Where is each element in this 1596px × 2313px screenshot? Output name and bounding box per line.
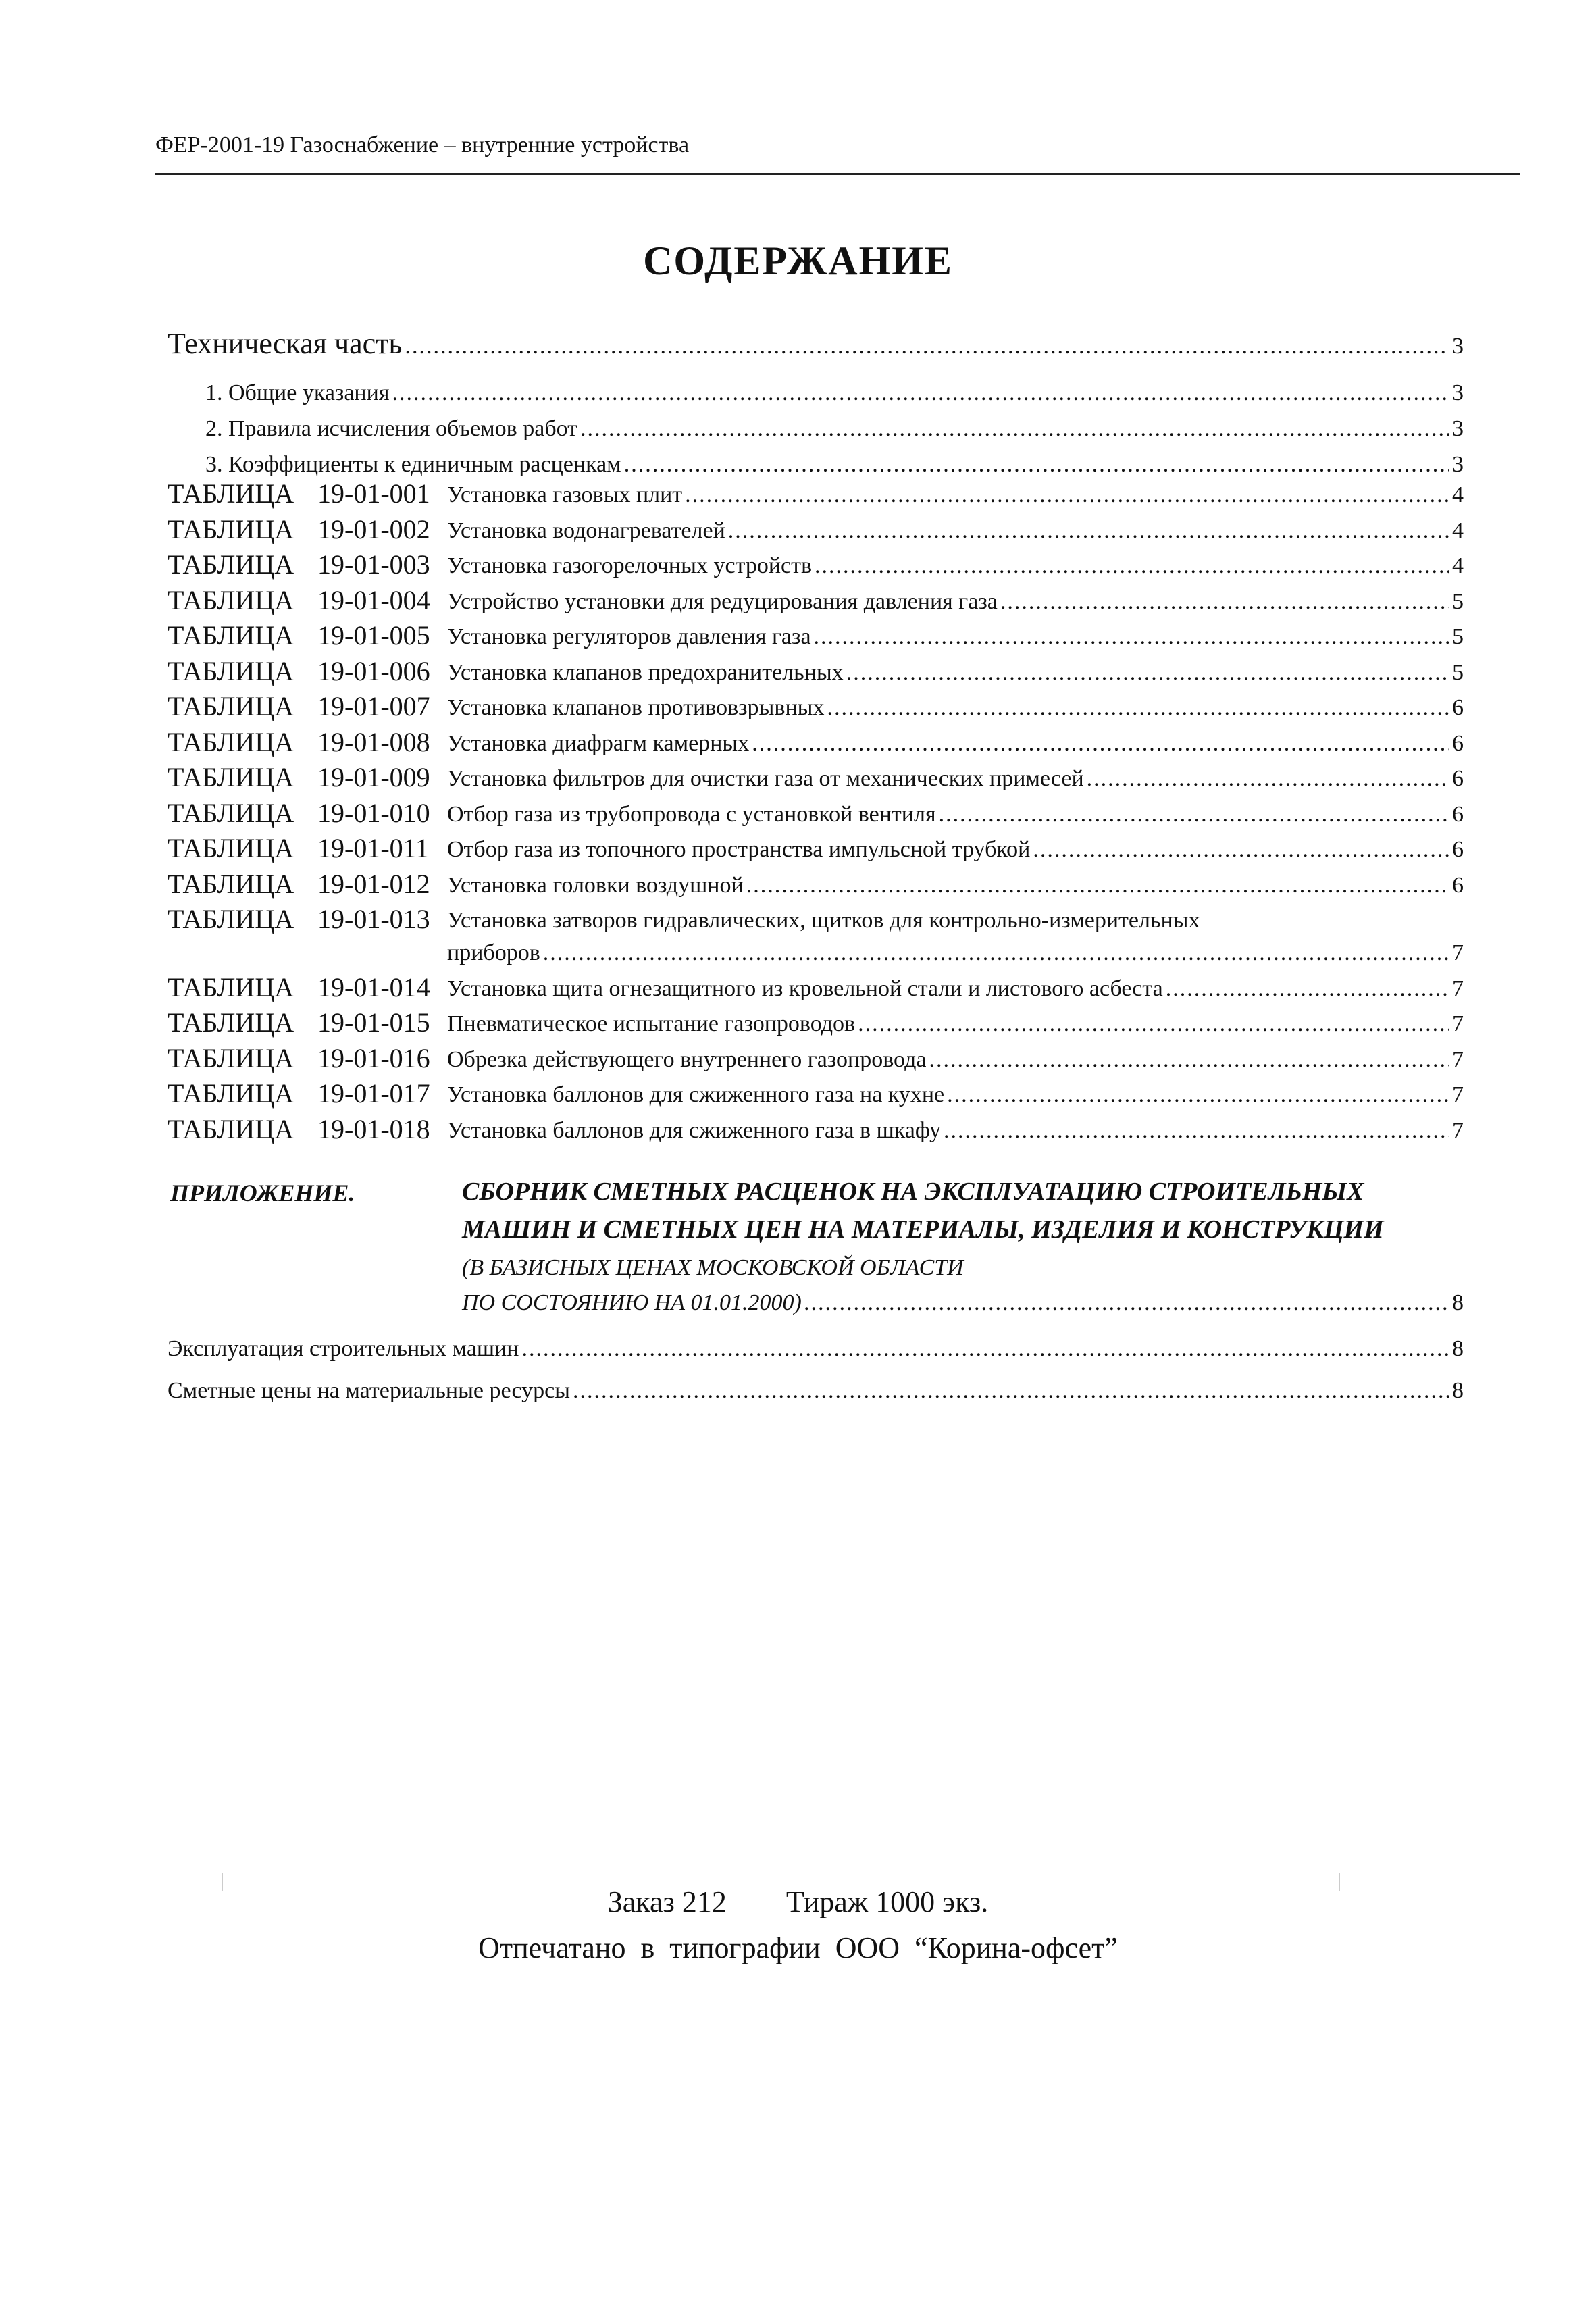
table-title: Обрезка действующего внутреннего газопровода <box>447 1047 927 1072</box>
table-title: Установка фильтров для очистки газа от механических примесей <box>447 766 1084 791</box>
toc-entry-table[interactable] <box>0 866 1596 904</box>
toc-page-number: 4 <box>1452 553 1464 578</box>
toc-page-number: 6 <box>1452 766 1464 791</box>
table-title: Установка диафрагм камерных <box>447 731 750 756</box>
table-title: Установка головки воздушной <box>447 873 744 898</box>
table-label: ТАБЛИЦА <box>168 514 294 544</box>
toc-entry-label: Эксплуатация строительных машин <box>168 1336 519 1361</box>
table-code: 19-01-003 <box>317 549 430 580</box>
table-code: 19-01-018 <box>317 1114 430 1144</box>
imprint-printer: Отпечатано в типографии ООО “Корина-офсет” <box>478 1931 1118 1964</box>
toc-page-number: 7 <box>1452 1118 1464 1143</box>
appendix-title-line-1: СБОРНИК СМЕТНЫХ РАСЦЕНОК НА ЭКСПЛУАТАЦИЮ СТРОИТЕЛЬНЫХ <box>462 1177 1364 1206</box>
toc-page-number: 6 <box>1452 802 1464 827</box>
table-label: ТАБЛИЦА <box>168 585 294 615</box>
table-label: ТАБЛИЦА <box>168 1078 294 1109</box>
toc-page-number: 5 <box>1452 624 1464 649</box>
table-title: Установка клапанов предохранительных <box>447 660 844 685</box>
table-title: Установка щита огнезащитного из кровельной стали и листового асбеста <box>447 976 1163 1001</box>
toc-page-number: 3 <box>1452 380 1464 405</box>
leader-dots <box>1033 837 1449 863</box>
toc-entry-table[interactable] <box>0 688 1596 726</box>
toc-page-number: 3 <box>1452 334 1464 359</box>
table-label: ТАБЛИЦА <box>168 904 294 934</box>
appendix-title-line-4: ПО СОСТОЯНИЮ НА 01.01.2000) <box>462 1290 802 1315</box>
table-title: Отбор газа из трубопровода с установкой вентиля <box>447 802 936 827</box>
page-title: СОДЕРЖАНИЕ <box>643 238 953 283</box>
leader-dots <box>522 1336 1450 1362</box>
header-divider <box>155 173 1520 175</box>
table-label: ТАБЛИЦА <box>168 1007 294 1038</box>
toc-entry-section[interactable] <box>0 440 1596 478</box>
table-code: 19-01-017 <box>317 1078 430 1109</box>
table-code: 19-01-007 <box>317 691 430 721</box>
table-label: ТАБЛИЦА <box>168 762 294 792</box>
toc-entry-table[interactable] <box>0 1005 1596 1042</box>
toc-entry-table[interactable] <box>0 617 1596 655</box>
appendix-title-line-3: (В БАЗИСНЫХ ЦЕНАХ МОСКОВСКОЙ ОБЛАСТИ <box>462 1255 964 1280</box>
toc-entry-appendix[interactable] <box>462 1290 1464 1316</box>
leader-dots <box>405 334 1450 359</box>
toc-entry-label: 1. Общие указания <box>205 380 390 405</box>
toc-entry-table[interactable] <box>0 511 1596 549</box>
table-label: ТАБЛИЦА <box>168 478 294 509</box>
table-code: 19-01-011 <box>317 833 430 863</box>
leader-dots <box>814 624 1449 650</box>
leader-dots <box>858 1011 1449 1037</box>
toc-entry-table-continuation[interactable] <box>0 934 1596 971</box>
leader-dots <box>815 553 1449 579</box>
toc-entry-table[interactable] <box>0 582 1596 620</box>
leader-dots <box>804 1290 1449 1316</box>
leader-dots <box>827 695 1450 721</box>
appendix-label: ПРИЛОЖЕНИЕ. <box>170 1179 355 1206</box>
toc-entry-label: Сметные цены на материальные ресурсы <box>168 1378 571 1403</box>
table-code: 19-01-010 <box>317 798 430 828</box>
leader-dots <box>624 452 1449 478</box>
toc-entry-label: Техническая часть <box>168 327 403 360</box>
toc-page-number: 7 <box>1452 1047 1464 1072</box>
toc-entry-label: 2. Правила исчисления объемов работ <box>205 416 578 441</box>
toc-entry-table[interactable] <box>0 830 1596 868</box>
leader-dots <box>573 1378 1449 1404</box>
table-title: Установка газогорелочных устройств <box>447 553 813 578</box>
leader-dots <box>1166 976 1449 1002</box>
toc-page-number: 8 <box>1452 1378 1464 1403</box>
appendix-title-line-2: МАШИН И СМЕТНЫХ ЦЕН НА МАТЕРИАЛЫ, ИЗДЕЛИЯ И КОНСТРУКЦИИ <box>462 1215 1384 1244</box>
leader-dots <box>580 416 1449 442</box>
table-label: ТАБЛИЦА <box>168 1043 294 1073</box>
table-code: 19-01-006 <box>317 656 430 686</box>
leader-dots <box>392 380 1449 406</box>
table-label: ТАБЛИЦА <box>168 549 294 580</box>
leader-dots <box>746 873 1449 898</box>
table-code: 19-01-002 <box>317 514 430 544</box>
toc-entry-appendix-item[interactable] <box>0 1324 1596 1362</box>
leader-dots <box>685 482 1449 508</box>
toc-page-number: 6 <box>1452 731 1464 756</box>
table-label: ТАБЛИЦА <box>168 1114 294 1144</box>
table-label: ТАБЛИЦА <box>168 972 294 1002</box>
table-label: ТАБЛИЦА <box>168 691 294 721</box>
toc-page-number: 7 <box>1452 1011 1464 1036</box>
table-label: ТАБЛИЦА <box>168 869 294 899</box>
table-title: Установка водонагревателей <box>447 518 725 543</box>
leader-dots <box>929 1047 1449 1073</box>
toc-page-number: 6 <box>1452 695 1464 720</box>
toc-page-number: 4 <box>1452 482 1464 507</box>
toc-page-number: 7 <box>1452 976 1464 1001</box>
toc-entry-technical-part[interactable] <box>0 323 1596 361</box>
table-title: Установка баллонов для сжиженного газа на кухне <box>447 1082 945 1107</box>
table-label: ТАБЛИЦА <box>168 833 294 863</box>
table-title: Отбор газа из топочного пространства импульсной трубкой <box>447 837 1031 862</box>
table-label: ТАБЛИЦА <box>168 727 294 757</box>
table-code: 19-01-015 <box>317 1007 430 1038</box>
toc-entry-section[interactable] <box>0 368 1596 406</box>
leader-dots <box>939 802 1449 828</box>
leader-dots <box>728 518 1449 544</box>
toc-page-number: 8 <box>1452 1290 1464 1315</box>
toc-entry-section[interactable] <box>0 404 1596 442</box>
running-header: ФЕР-2001-19 Газоснабжение – внутренние устройства <box>155 132 690 157</box>
toc-entry-label: 3. Коэффициенты к единичным расценкам <box>205 452 621 477</box>
table-code: 19-01-005 <box>317 620 430 651</box>
toc-page-number: 6 <box>1452 837 1464 862</box>
table-title: Установка регуляторов давления газа <box>447 624 811 649</box>
table-label: ТАБЛИЦА <box>168 620 294 651</box>
toc-page-number: 4 <box>1452 518 1464 543</box>
leader-dots <box>1000 589 1449 615</box>
toc-entry-table[interactable] <box>0 969 1596 1007</box>
toc-page-number: 8 <box>1452 1336 1464 1361</box>
leader-dots <box>752 731 1449 757</box>
toc-entry-table[interactable] <box>0 653 1596 691</box>
toc-entry-table[interactable] <box>0 1040 1596 1078</box>
toc-page-number: 3 <box>1452 452 1464 477</box>
table-title: Пневматическое испытание газопроводов <box>447 1011 856 1036</box>
table-code: 19-01-012 <box>317 869 430 899</box>
table-code: 19-01-009 <box>317 762 430 792</box>
toc-entry-appendix-item[interactable] <box>0 1366 1596 1404</box>
table-title: Установка баллонов для сжиженного газа в шкафу <box>447 1118 942 1143</box>
toc-page-number: 6 <box>1452 873 1464 898</box>
table-code: 19-01-016 <box>317 1043 430 1073</box>
leader-dots <box>543 940 1449 966</box>
leader-dots <box>944 1118 1449 1144</box>
toc-page-number: 7 <box>1452 940 1464 965</box>
toc-entry-table[interactable] <box>0 1111 1596 1149</box>
leader-dots <box>846 660 1449 686</box>
toc-page-number: 5 <box>1452 589 1464 614</box>
toc-entry-table[interactable] <box>0 724 1596 762</box>
table-label: ТАБЛИЦА <box>168 656 294 686</box>
table-title: Установка затворов гидравлических, щитков для контрольно-измерительных <box>447 908 1200 933</box>
table-title: Устройство установки для редуцирования давления газа <box>447 589 998 614</box>
table-title: Установка газовых плит <box>447 482 683 507</box>
table-label: ТАБЛИЦА <box>168 798 294 828</box>
table-code: 19-01-013 <box>317 904 430 934</box>
toc-entry-table[interactable] <box>0 759 1596 797</box>
toc-entry-table[interactable] <box>0 547 1596 584</box>
table-code: 19-01-014 <box>317 972 430 1002</box>
table-code: 19-01-008 <box>317 727 430 757</box>
toc-entry-table[interactable] <box>0 1075 1596 1113</box>
toc-page-number: 3 <box>1452 416 1464 441</box>
table-title-continuation: приборов <box>447 940 540 965</box>
toc-page-number: 7 <box>1452 1082 1464 1107</box>
table-code: 19-01-004 <box>317 585 430 615</box>
imprint-order-run: Заказ 212 Тираж 1000 экз. <box>607 1885 989 1918</box>
toc-entry-table[interactable] <box>0 476 1596 513</box>
leader-dots <box>1087 766 1449 792</box>
leader-dots <box>947 1082 1449 1108</box>
toc-page-number: 5 <box>1452 660 1464 685</box>
toc-entry-table[interactable] <box>0 795 1596 833</box>
table-title: Установка клапанов противовзрывных <box>447 695 825 720</box>
table-code: 19-01-001 <box>317 478 430 509</box>
